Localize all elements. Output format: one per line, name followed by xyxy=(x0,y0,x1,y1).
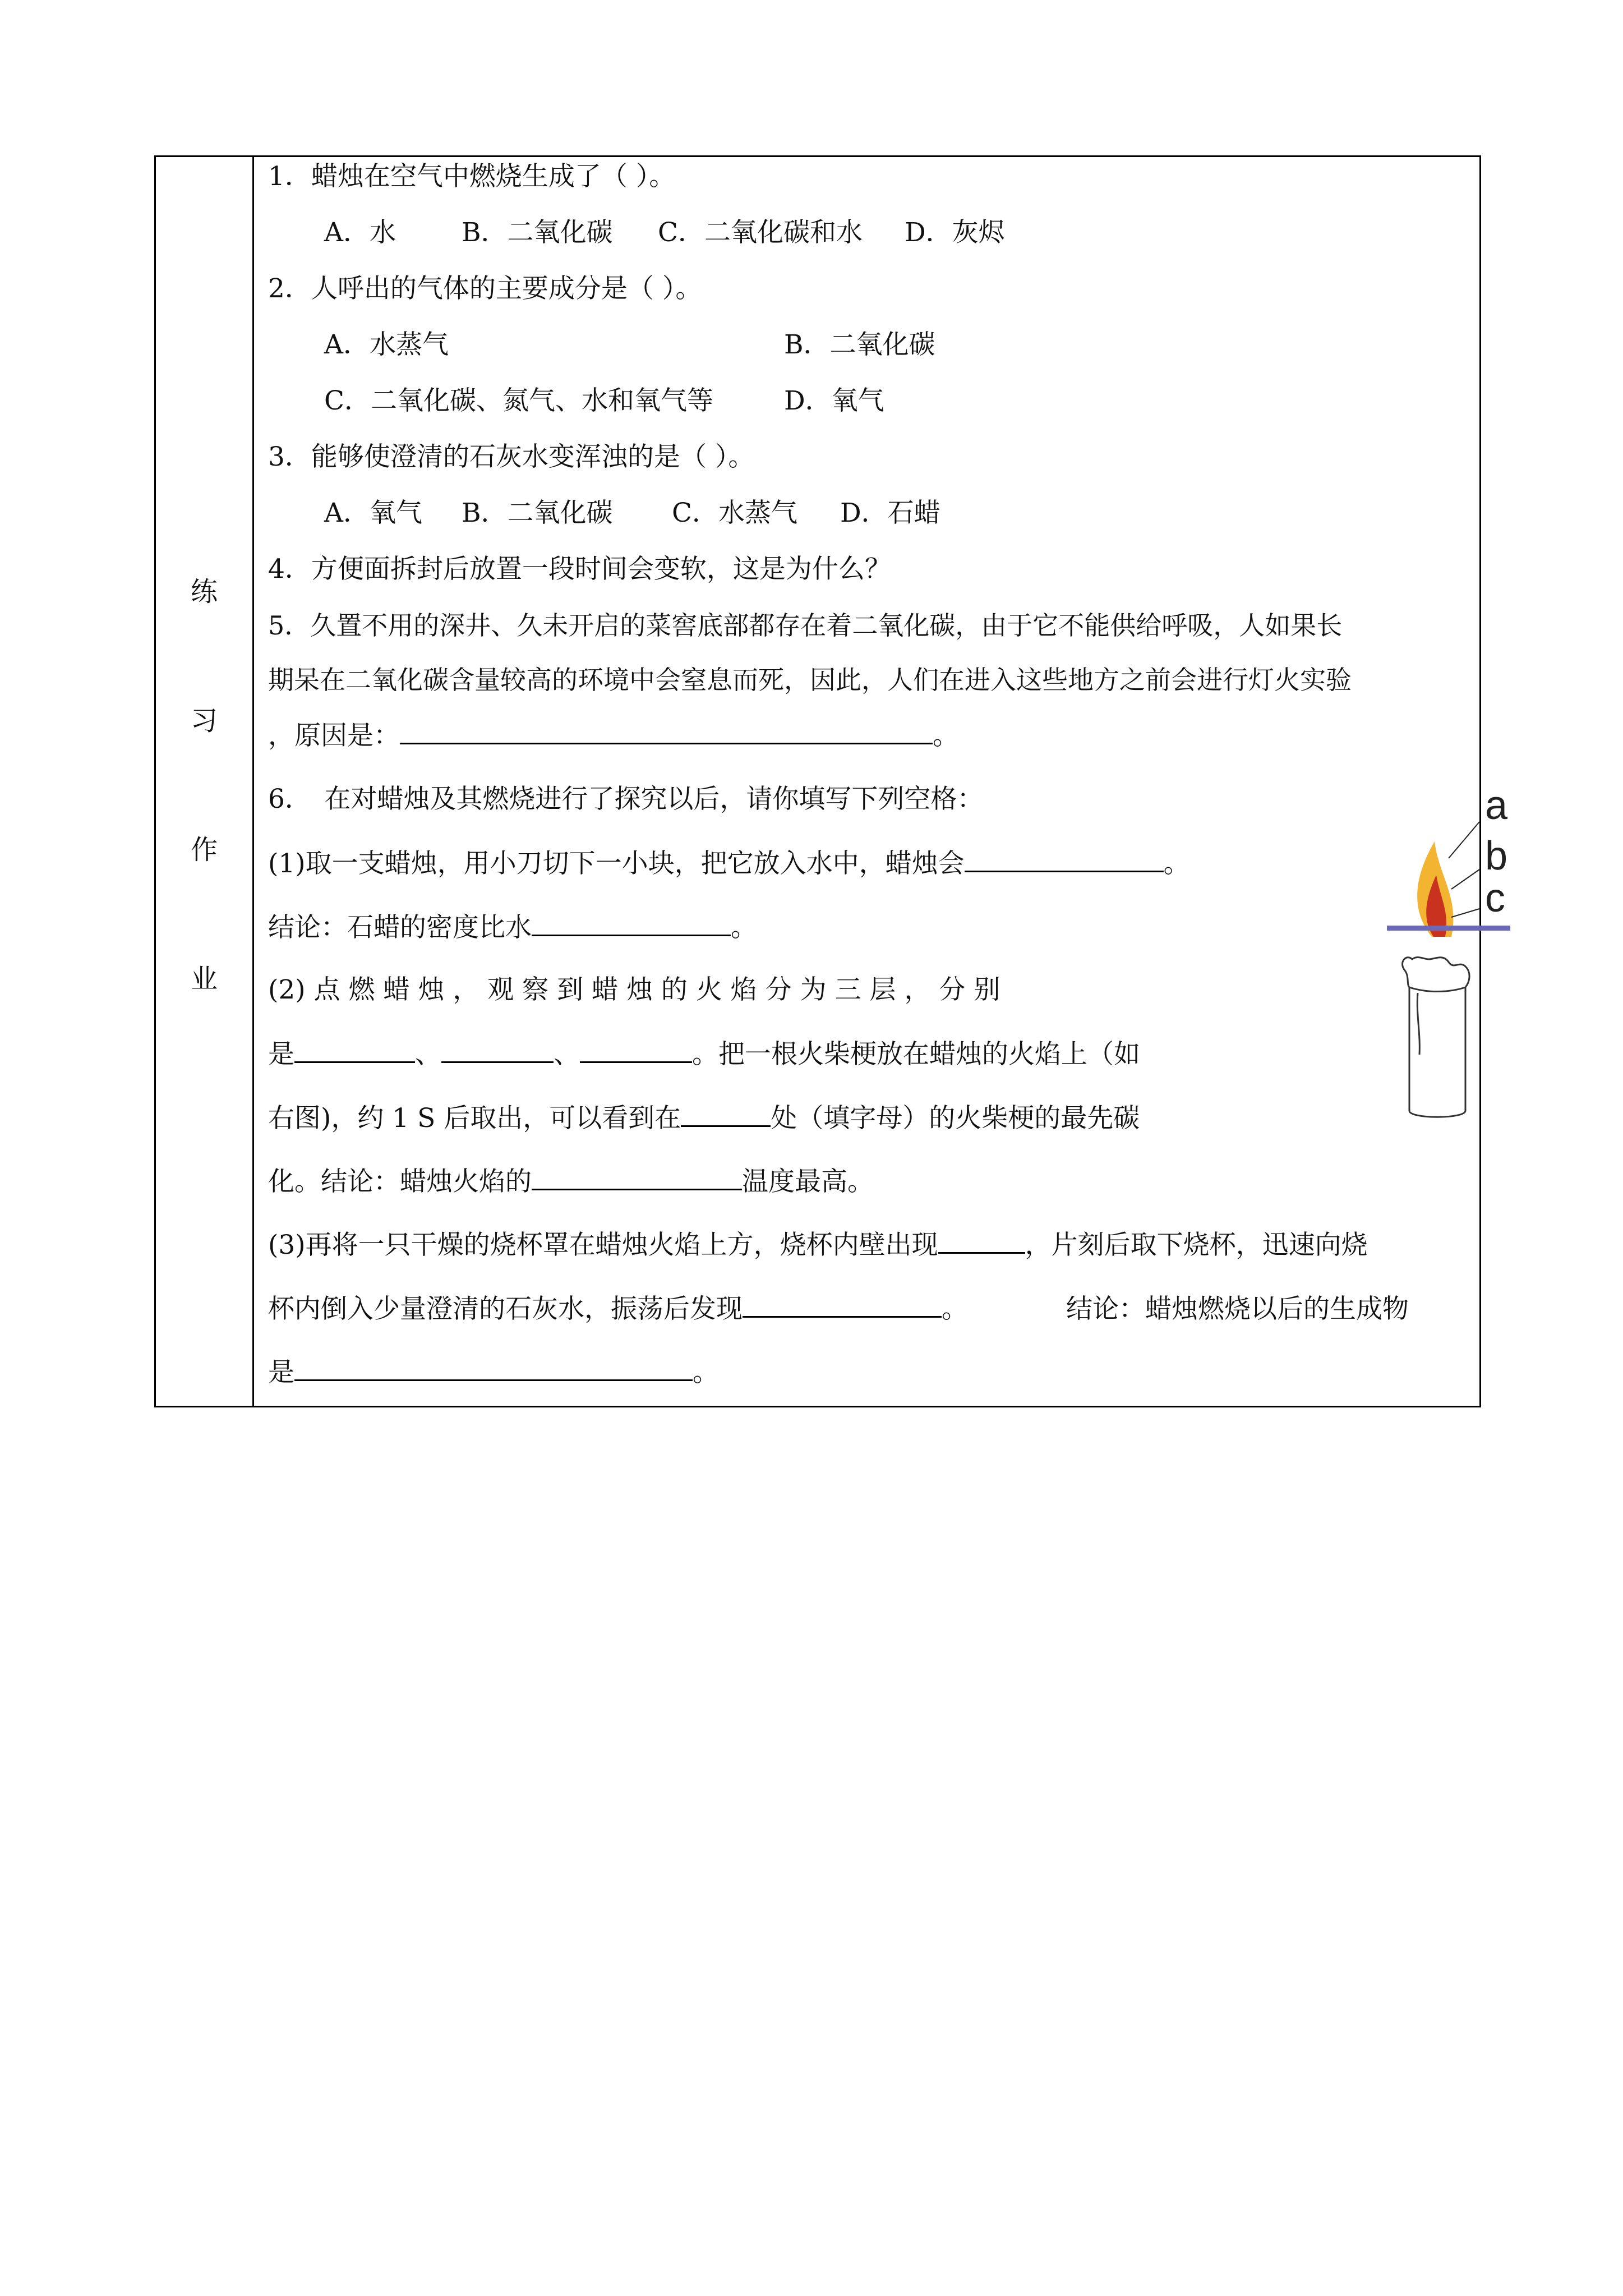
option: C．二氧化碳和水 xyxy=(658,217,863,248)
option: D．氧气 xyxy=(784,385,884,416)
section-label-column xyxy=(156,157,254,1406)
question-5-line2: 期呆在二氧化碳含量较高的环境中会窒息而死，因此，人们在进入这些地方之前会进行灯火实验 xyxy=(268,665,1352,695)
candle-flame-figure xyxy=(1376,791,1538,1128)
text: 。把一根火柴梗放在蜡烛的火焰上（如 xyxy=(692,1039,1140,1070)
answer-blank[interactable] xyxy=(294,1037,415,1063)
question-1-stem: 1．蜡烛在空气中燃烧生成了（ ）。 xyxy=(268,161,676,192)
question-5-line1: 5．久置不用的深井、久未开启的菜窖底部都存在着二氧化碳，由于它不能供给呼吸，人如果长 xyxy=(268,610,1343,641)
option: D．灰烬 xyxy=(905,217,1005,248)
answer-blank[interactable] xyxy=(938,1227,1025,1254)
question-4-stem: 4．方便面拆封后放置一段时间会变软，这是为什么？ xyxy=(268,554,891,585)
answer-blank[interactable] xyxy=(400,718,933,744)
answer-blank[interactable] xyxy=(580,1037,692,1063)
text: 、 xyxy=(415,1039,441,1070)
answer-blank[interactable] xyxy=(532,910,731,936)
question-6-intro: 6． 在对蜡烛及其燃烧进行了探究以后，请你填写下列空格： xyxy=(268,784,984,815)
section-label-char: 业 xyxy=(190,963,218,995)
option: A．水 xyxy=(324,217,396,248)
label-a: a xyxy=(1485,791,1508,828)
candle-flame-icon xyxy=(1417,841,1453,937)
text: 。 xyxy=(933,720,959,751)
question-6-part2-line3 xyxy=(268,1101,1479,1135)
option: B．二氧化碳 xyxy=(462,498,613,528)
text: 、 xyxy=(554,1039,580,1070)
question-3-stem: 3．能够使澄清的石灰水变浑浊的是（ ）。 xyxy=(268,441,755,472)
exercise-table xyxy=(154,155,1508,1407)
answer-blank[interactable] xyxy=(965,846,1164,872)
question-5-line3 xyxy=(268,718,1479,753)
text: 右图)，约 1 S 后取出，可以看到在 xyxy=(268,1103,681,1134)
text: 结论：石蜡的密度比水 xyxy=(268,912,532,943)
text: 杯内倒入少量澄清的石灰水，振荡后发现 xyxy=(268,1294,743,1324)
option: C．水蒸气 xyxy=(672,498,797,528)
text: 。 xyxy=(731,912,757,943)
section-label-char: 习 xyxy=(190,705,218,737)
question-6-part2-line1: (2) 点 燃 蜡 烛 ， 观 察 到 蜡 烛 的 火 焰 分 为 三 层 ， 分 别 xyxy=(268,974,1000,1005)
candle-icon xyxy=(1403,957,1470,1117)
section-label-char: 练 xyxy=(190,576,218,608)
text: (1)取一支蜡烛，用小刀切下一小块，把它放入水中，蜡烛会 xyxy=(268,848,965,879)
question-2-stem: 2．人呼出的气体的主要成分是（ ）。 xyxy=(268,273,702,304)
text: 处（填字母）的火柴梗的最先碳 xyxy=(771,1103,1140,1134)
question-6-part3-line3 xyxy=(268,1355,1479,1389)
label-c: c xyxy=(1485,876,1505,921)
text: 。 xyxy=(1163,848,1190,879)
question-6-part1 xyxy=(268,846,1479,881)
answer-blank[interactable] xyxy=(681,1101,771,1127)
text: 化。结论：蜡烛火焰的 xyxy=(268,1166,532,1197)
section-label-char: 作 xyxy=(190,834,218,866)
text: 。 xyxy=(693,1357,719,1388)
option: D．石蜡 xyxy=(840,498,940,528)
question-6-part3-line1 xyxy=(268,1227,1479,1262)
option: C．二氧化碳、氮气、水和氧气等 xyxy=(324,385,713,416)
answer-blank[interactable] xyxy=(743,1291,942,1318)
text: ，原因是： xyxy=(268,720,400,751)
option: A．氧气 xyxy=(324,498,422,528)
text: 结论：蜡烛燃烧以后的生成物 xyxy=(1066,1294,1409,1324)
option: A．水蒸气 xyxy=(324,329,449,360)
answer-blank[interactable] xyxy=(294,1355,693,1381)
answer-blank[interactable] xyxy=(532,1164,742,1190)
text: (3)再将一只干燥的烧杯罩在蜡烛火焰上方，烧杯内壁出现 xyxy=(268,1230,938,1260)
text: 是 xyxy=(268,1357,294,1388)
text: 是 xyxy=(268,1039,294,1070)
question-6-part2-line4 xyxy=(268,1164,1479,1199)
label-b: b xyxy=(1485,834,1508,878)
question-6-part2-line2 xyxy=(268,1037,1479,1071)
question-6-part1-conclusion xyxy=(268,910,1479,945)
text: 。 xyxy=(942,1294,968,1324)
option: B．二氧化碳 xyxy=(784,329,935,360)
text: 温度最高。 xyxy=(742,1166,874,1197)
question-6-part3-line2 xyxy=(268,1291,1479,1326)
option: B．二氧化碳 xyxy=(462,217,613,248)
matchstick xyxy=(1387,926,1510,931)
exercise-content xyxy=(254,157,1508,1406)
text: ，片刻后取下烧杯，迅速向烧 xyxy=(1025,1230,1368,1260)
answer-blank[interactable] xyxy=(441,1037,554,1063)
